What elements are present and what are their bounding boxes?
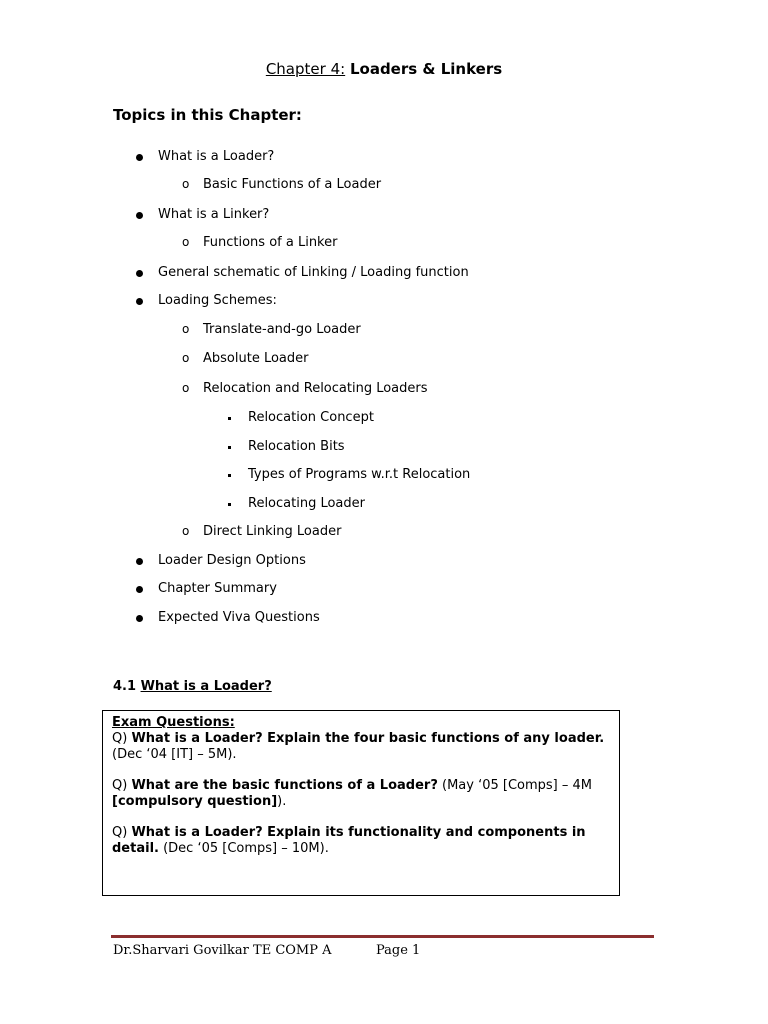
topic-item-level-2 (203, 381, 428, 397)
topic-label: Types of Programs w.r.t Relocation (248, 467, 471, 482)
bullet-square-icon (228, 503, 231, 506)
exam-question (112, 825, 609, 857)
topic-label: Relocation Bits (248, 439, 345, 454)
topic-label: Relocating Loader (248, 496, 365, 511)
question-reference-end: ). (277, 794, 287, 809)
topic-label: Translate-and-go Loader (203, 322, 361, 337)
topic-item-level-2 (203, 524, 341, 540)
topic-item-level-1 (158, 581, 277, 597)
topic-label: Relocation and Relocating Loaders (203, 381, 428, 396)
footer-author: Dr.Sharvari Govilkar TE COMP A (113, 943, 332, 958)
footer-rule (111, 935, 654, 938)
topic-item-level-3 (248, 439, 345, 455)
bullet-circle-icon: o (182, 322, 190, 336)
question-reference: (May ‘05 [Comps] – 4M (437, 778, 593, 793)
exam-questions-label: Exam Questions: (112, 715, 235, 730)
topic-item-level-2 (203, 322, 361, 338)
topic-label: Loader Design Options (158, 553, 306, 568)
question-reference-note: [compulsory question] (112, 794, 278, 809)
exam-questions-box (102, 710, 620, 896)
question-prefix: Q) (112, 825, 128, 840)
question-text: What are the basic functions of a Loader? (131, 778, 438, 793)
topics-heading: Topics in this Chapter: (113, 106, 302, 124)
bullet-circle-icon: o (182, 524, 190, 538)
bullet-circle-icon: o (182, 381, 190, 395)
bullet-square-icon (228, 417, 231, 420)
bullet-circle-icon: o (182, 177, 190, 191)
topic-label: General schematic of Linking / Loading function (158, 265, 469, 280)
bullet-dot-icon (136, 615, 143, 622)
topic-item-level-3 (248, 496, 365, 512)
bullet-dot-icon (136, 298, 143, 305)
topic-label: Loading Schemes: (158, 293, 277, 308)
topic-label: Chapter Summary (158, 581, 277, 596)
topic-item-level-1 (158, 149, 274, 165)
exam-question (112, 731, 609, 763)
topic-item-level-1 (158, 610, 320, 626)
topic-label: What is a Loader? (158, 149, 275, 164)
topic-label: What is a Linker? (158, 207, 270, 222)
topic-item-level-1 (158, 553, 306, 569)
bullet-dot-icon (136, 212, 143, 219)
section-number: 4.1 (113, 679, 137, 694)
topic-item-level-2 (203, 177, 381, 193)
bullet-square-icon (228, 446, 231, 449)
question-text: What is a Loader? Explain its functionality and components in detail. (112, 825, 586, 856)
bullet-dot-icon (136, 270, 143, 277)
exam-question (112, 778, 609, 810)
topic-label: Expected Viva Questions (158, 610, 320, 625)
bullet-dot-icon (136, 558, 143, 565)
topic-label: Relocation Concept (248, 410, 374, 425)
topic-item-level-1 (158, 207, 269, 223)
chapter-name: Loaders & Linkers (349, 60, 503, 78)
bullet-dot-icon (136, 586, 143, 593)
chapter-title (0, 60, 768, 78)
chapter-number: Chapter 4: (265, 60, 346, 78)
topic-label: Absolute Loader (203, 351, 309, 366)
topic-item-level-3 (248, 467, 470, 483)
question-prefix: Q) (112, 778, 128, 793)
question-reference: (Dec ‘05 [Comps] – 10M). (158, 841, 329, 856)
page-number: Page 1 (376, 943, 421, 958)
bullet-dot-icon (136, 154, 143, 161)
topic-item-level-1 (158, 265, 469, 281)
question-reference: (Dec ‘04 [IT] – 5M). (112, 747, 237, 762)
section-heading (113, 679, 272, 694)
topic-item-level-2 (203, 235, 337, 251)
topic-label: Functions of a Linker (203, 235, 338, 250)
bullet-circle-icon: o (182, 235, 190, 249)
bullet-square-icon (228, 474, 231, 477)
section-title: What is a Loader? (140, 679, 272, 694)
question-text: What is a Loader? Explain the four basic functions of any loader. (131, 731, 605, 746)
topic-item-level-1 (158, 293, 277, 309)
question-prefix: Q) (112, 731, 128, 746)
topic-label: Basic Functions of a Loader (203, 177, 382, 192)
topic-item-level-2 (203, 351, 308, 367)
topic-label: Direct Linking Loader (203, 524, 342, 539)
topic-item-level-3 (248, 410, 374, 426)
bullet-circle-icon: o (182, 351, 190, 365)
